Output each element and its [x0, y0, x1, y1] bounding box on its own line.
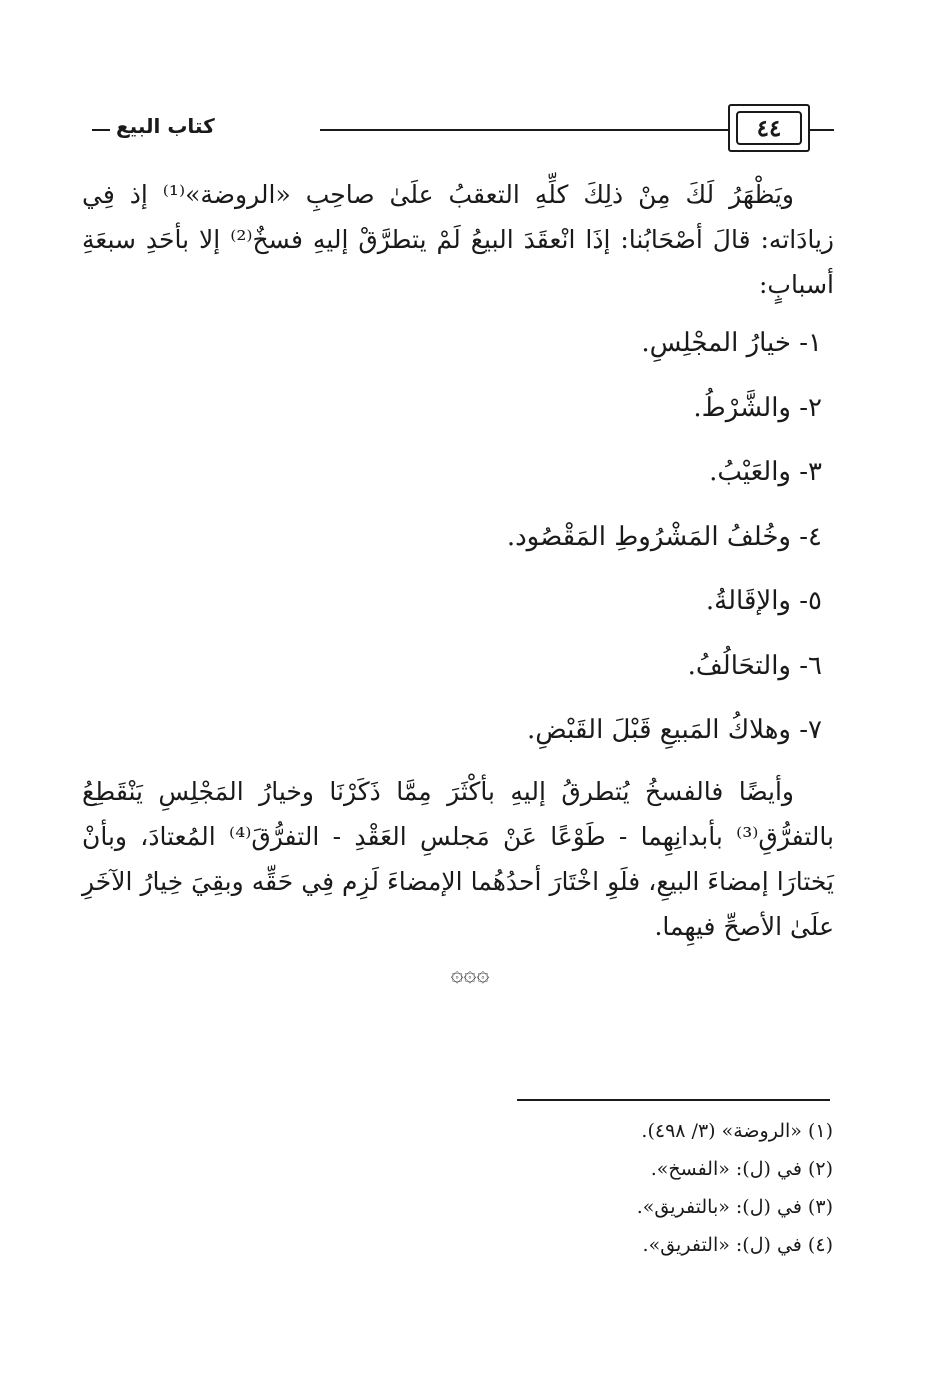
footnote: (٢) في (ل): «الفسخ». — [650, 1158, 833, 1180]
footnote: (١) «الروضة» (٣/ ٤٩٨). — [641, 1120, 833, 1142]
section-separator-ornament: ۞۞۞ — [450, 962, 490, 987]
page-number-frame — [728, 104, 810, 152]
paragraph-continuation: وأيضًا فالفسخُ يُتطرقُ إليهِ بأكْثَرَ مِمَّا ذَكَرْنَا وخيارُ المَجْلِسِ يَنْقَطِعُ بالتفرُّقِ⁽³⁾ بأبدانِهِما - طَوْعًا عَنْ مَجلسِ العَقْدِ - التفرُّقَ⁽⁴⁾ المُعتادَ، وبأنْ يَختارَا إمضاءَ البيعِ، فلَوِ اخْتَارَ أحدُهُما الإمضاءَ لَزِم فِي حَقِّه وبقِيَ خِيارُ الآخَرِ علَىٰ الأصحِّ فيهِما. — [82, 776, 834, 941]
header-rule-left — [92, 129, 110, 131]
page-header — [82, 100, 834, 162]
paragraph-intro: ويَظْهَرُ لَكَ مِنْ ذلِكَ كلِّهِ التعقبُ علَىٰ صاحِبِ «الروضة»⁽¹⁾ إذ فِي زيادَاته: قالَ أصْحَابُنا: إذَا انْعقَدَ البيعُ لَمْ يتطرَّقْ إليهِ فسخٌ⁽²⁾ إلا بأحَدِ سبعَةِ أسبابٍ: — [82, 180, 835, 299]
list-item: ٤- وخُلفُ المَشْرُوطِ المَقْصُود. — [506, 521, 822, 552]
list-item: ٥- والإقَالةُ. — [705, 586, 822, 616]
header-rule-right — [810, 129, 834, 131]
list-item: ٧- وهلاكُ المَبيعِ قَبْلَ القَبْضِ. — [527, 715, 822, 745]
list-item: ١- خيارُ المجْلِسِ. — [641, 328, 822, 358]
header-rule-middle — [320, 129, 728, 131]
causes-list — [82, 311, 834, 763]
footnotes — [333, 1112, 833, 1264]
footnote-divider — [517, 1099, 830, 1101]
footnote: (٤) في (ل): «التفريق». — [642, 1234, 833, 1256]
list-item: ٦- والتحَالُفُ. — [687, 650, 822, 681]
running-title: كتاب البيع — [116, 114, 215, 138]
list-item: ٣- والعَيْبُ. — [709, 457, 822, 487]
main-text — [82, 172, 834, 949]
page-number: ٤٤ — [736, 111, 802, 145]
list-item: ٢- والشَّرْطُ. — [693, 392, 822, 423]
footnote: (٣) في (ل): «بالتفريق». — [636, 1196, 833, 1218]
